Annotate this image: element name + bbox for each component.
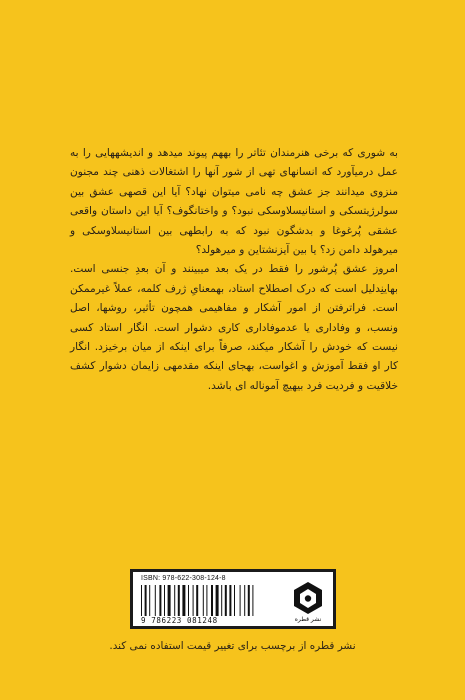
barcode-digits: 9 786223 081248: [141, 616, 218, 625]
barcode-bars: [141, 585, 281, 616]
barcode-bar: [168, 585, 171, 616]
barcode-bar: [244, 585, 245, 616]
back-cover-blurb: [70, 144, 398, 396]
barcode-bar: [225, 585, 227, 616]
barcode-bar: [211, 585, 213, 616]
barcode-bar: [203, 585, 204, 616]
blurb-paragraph-2: امروز عشق پُرشور را فقط در یک بعد میبینند و آن بعدِ جنسی است. بهاینِدلیل است که درک اصطلاح استاد، بهمعنایِ ژرف کلمه، عملاً غیرممکن است. فراترفتن از امور آشکار و مفاهیمی همچون تأثیر، روشها، اصل ونسب، و وفاداری یا عدموفاداری کاری دشوار است. انگار استاد کسی نیست که خودش را آشکار میکند، صرفاً برای اینکه از میان برخیزد. انگار کار او فقط آموزش و اغواست، بهجای اینکه مقدمهی زایمان دشوار کشف خلاقیت و فردیت فرد بیهیچ آموناله ای باشد.: [70, 263, 398, 392]
barcode-bar: [196, 585, 198, 616]
barcode-bar: [229, 585, 231, 616]
isbn-barcode-box: [130, 569, 336, 629]
barcode-bar: [240, 585, 241, 616]
barcode-bar: [174, 585, 175, 616]
barcode-bar: [145, 585, 147, 616]
barcode-bar: [193, 585, 194, 616]
publisher-logo-label: نشر قطره: [294, 616, 322, 623]
barcode-bar: [149, 585, 150, 616]
barcode-bar: [159, 585, 161, 616]
blurb-paragraph-1: به شوری که برخی هنرمندان تئاتر را بههم پیوند میدهد و اندیشههایی را به عمل درمیآورد که انسانهای تهی از شور آنها را اشتغالات ذهنی چند مجنون منزوی میدانند جز عشق چه نامی میتوان نهاد؟ آیا این قصهی عشق بین سولرژیتسکی و استانیسلاوسکی نبود؟ و واختانگوف؟ آیا این داستان واقعی عشقی پُرغوغا و بدشگون نبود که به رابطهی بین استانیسلاوسکی و میرهولد دامن زد؟ یا بین آیزنشتاین و میرهولد؟: [70, 147, 398, 257]
barcode-bar: [188, 585, 189, 616]
isbn-label: ISBN: 978-622-308-124-8: [141, 575, 226, 582]
barcode-bar: [164, 585, 165, 616]
publisher-logo-icon: [291, 580, 325, 620]
barcode-bar: [206, 585, 207, 616]
barcode-bar: [216, 585, 219, 616]
price-sticker-note: نشر قطره از برچسب برای تغییر قیمت استفاده نمی کند.: [109, 640, 356, 652]
barcode-bar: [252, 585, 253, 616]
barcode-bar: [155, 585, 156, 616]
barcode-bar: [182, 585, 185, 616]
barcode-bar: [234, 585, 235, 616]
barcode-bar: [141, 585, 142, 616]
barcode-bar: [221, 585, 222, 616]
barcode-bar: [178, 585, 180, 616]
barcode-bar: [248, 585, 250, 616]
